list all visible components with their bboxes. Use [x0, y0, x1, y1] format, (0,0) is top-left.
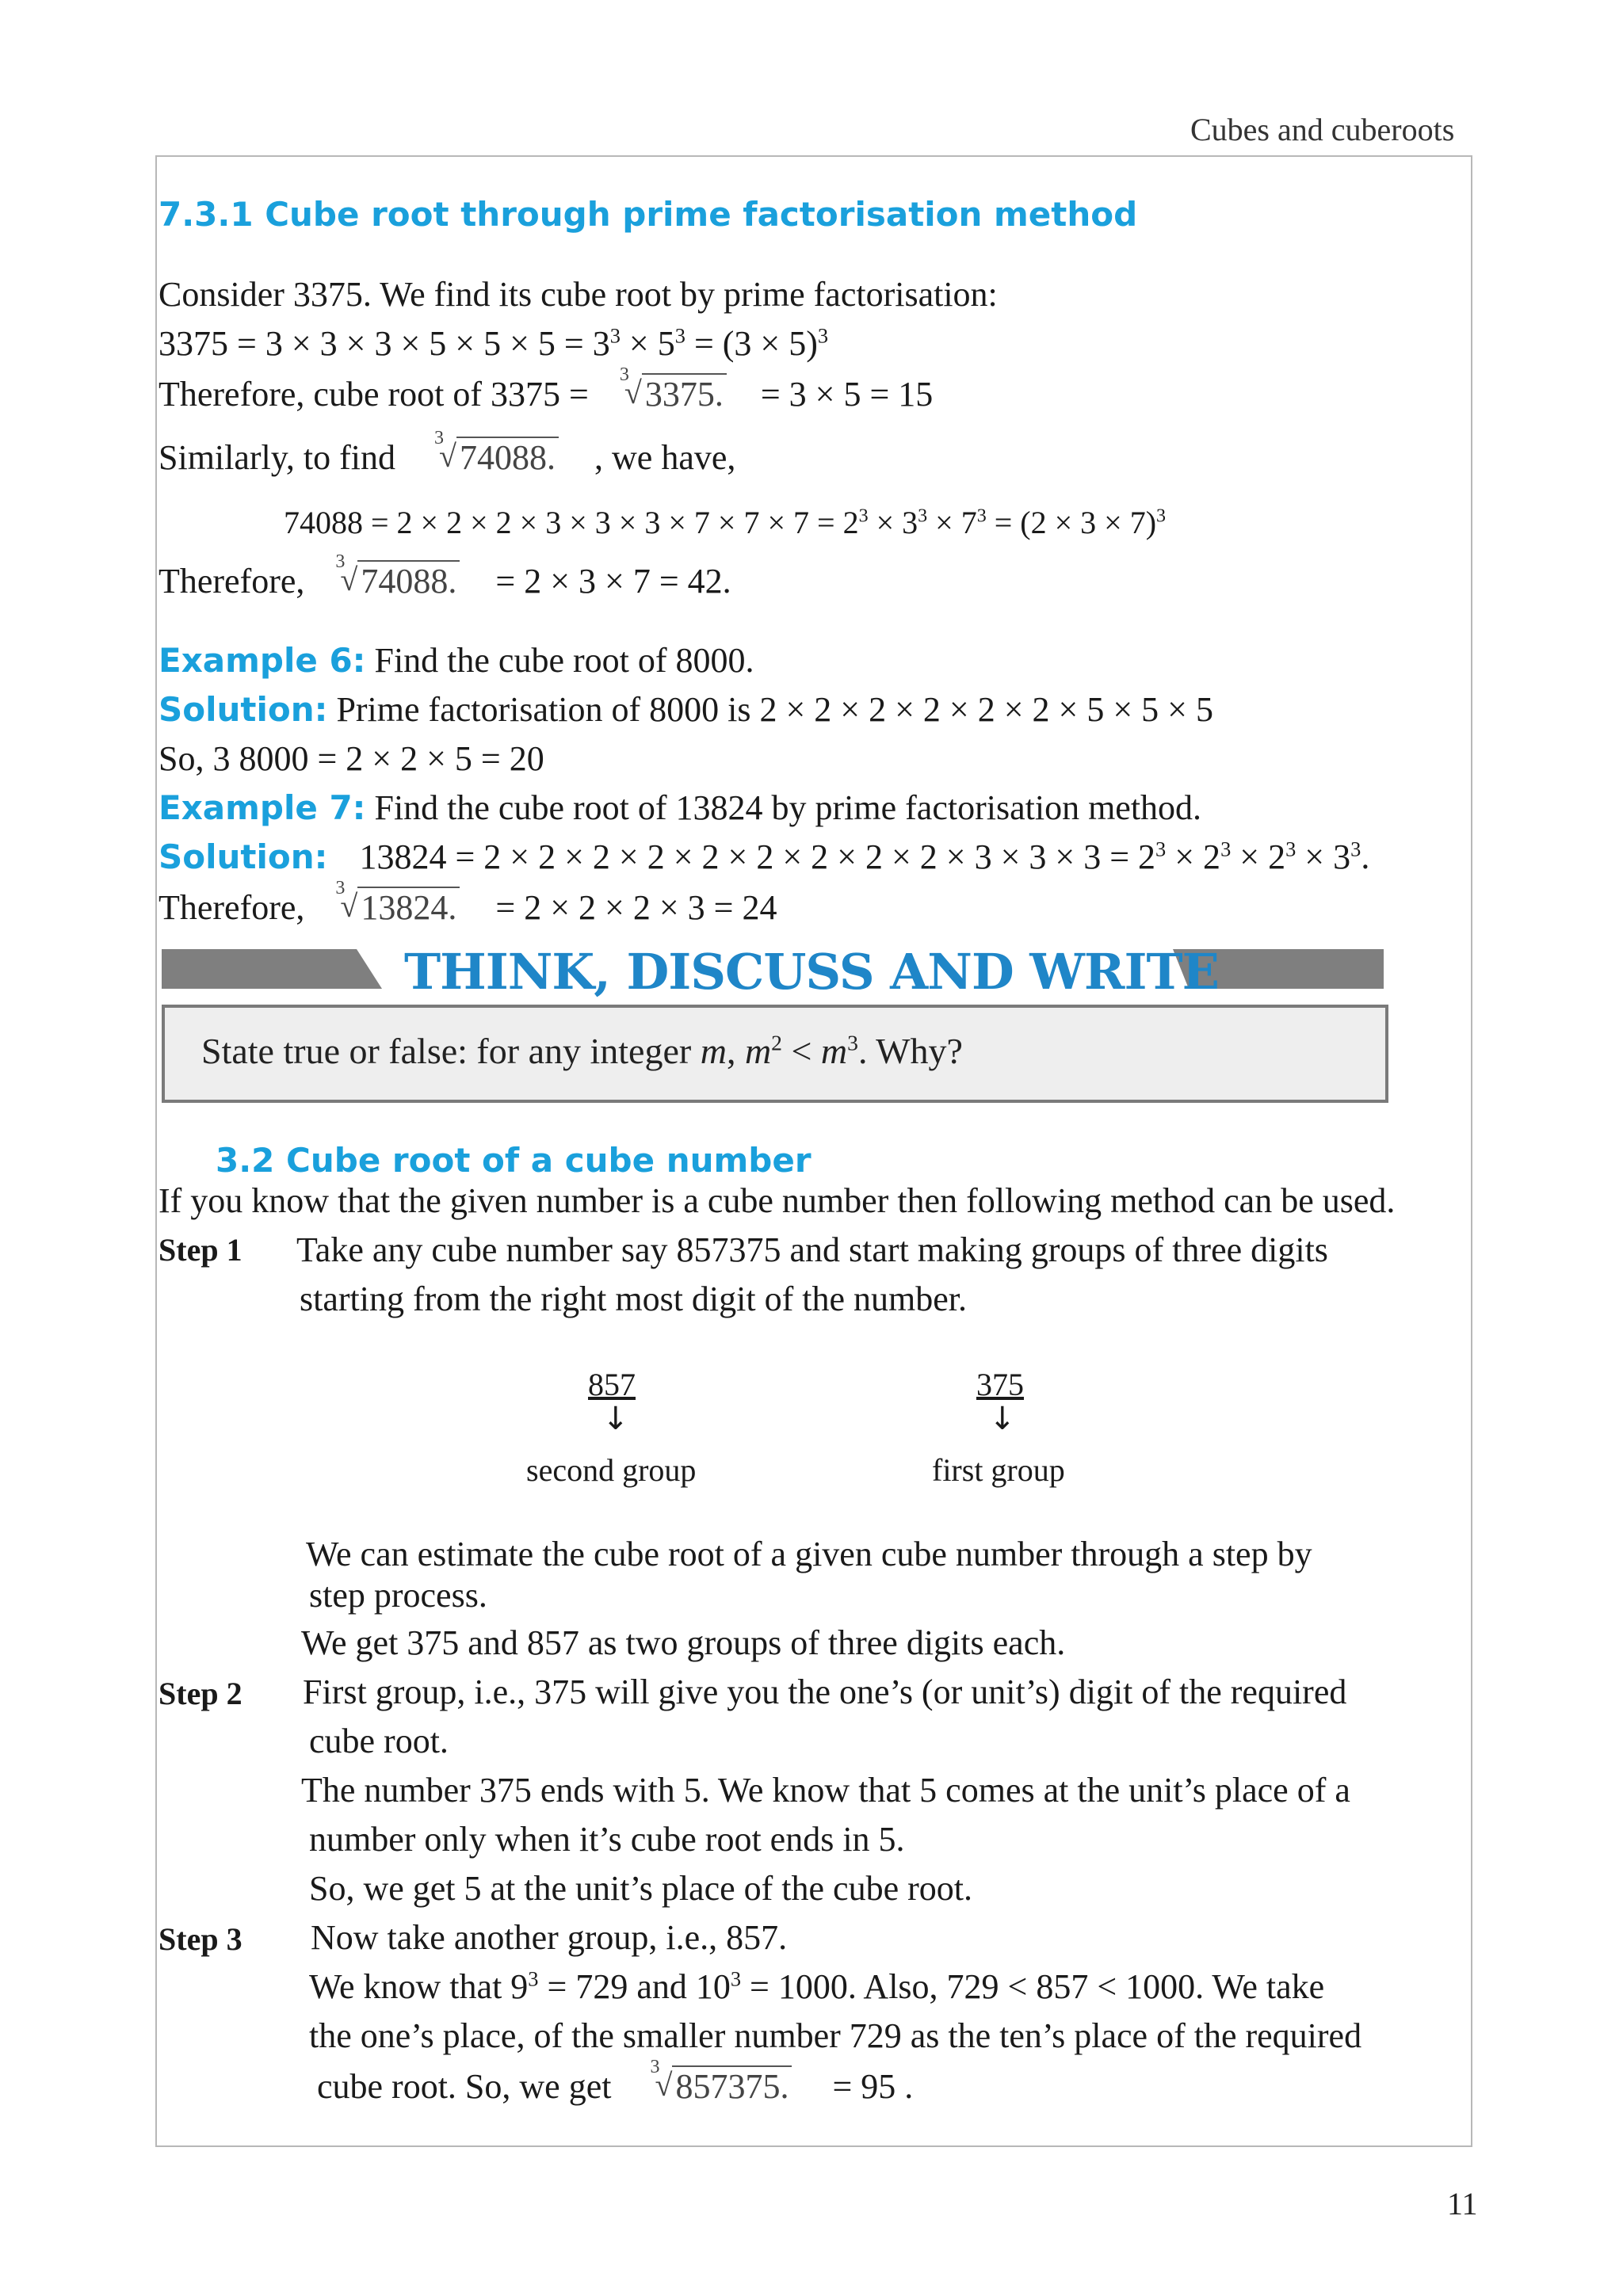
- chapter-header: Cubes and cuberoots: [1190, 112, 1455, 147]
- solution-6-result: So, 3 8000 = 2 × 2 × 5 = 20: [158, 739, 544, 778]
- group-label: second group: [526, 1452, 697, 1488]
- step-label: Step 1: [158, 1232, 242, 1268]
- arrow-down-icon: ↓: [602, 1401, 629, 1437]
- step-label: Step 2: [158, 1676, 242, 1711]
- therefore-line-3375: Therefore, cube root of 3375 = 3 √ 3375. = 3 × 5 = 15: [158, 364, 934, 414]
- text-line: cube root.: [309, 1722, 449, 1760]
- cube-root-expression: 3 √ 13824.: [334, 887, 460, 928]
- group-label: first group: [932, 1452, 1065, 1488]
- text-line: Consider 3375. We find its cube root by prime factorisation:: [158, 275, 998, 314]
- section-heading: 3.2 Cube root of a cube number: [216, 1141, 812, 1180]
- text-line: Take any cube number say 857375 and start making groups of three digits: [296, 1230, 1328, 1269]
- example-7: Example 7: Find the cube root of 13824 by prime factorisation method.: [158, 788, 1202, 827]
- solution-label: Solution:: [158, 837, 328, 876]
- text-line: The number 375 ends with 5. We know that 5 comes at the unit’s place of a: [301, 1771, 1350, 1810]
- think-box: [162, 1005, 1388, 1103]
- cube-root-expression: 3 √ 857375.: [648, 2066, 792, 2107]
- cube-root-expression: 3 √ 74088.: [334, 561, 460, 601]
- text-line: We know that $9^3 = 729$ and $10^3 = 1000$. Also, 729 < 857 < 1000. We take: [309, 1966, 1325, 2006]
- cube-root-expression: 3 √ 3375.: [618, 374, 727, 414]
- arrow-down-icon: ↓: [989, 1401, 1016, 1437]
- text-line: the one’s place, of the smaller number 729 as the ten’s place of the required: [309, 2016, 1362, 2055]
- text-line: starting from the right most digit of the number.: [300, 1280, 967, 1318]
- cube-root-expression: 3 √ 74088.: [433, 437, 559, 478]
- equation-74088: $74088 = 2 \times 2 \times 2 \times 3 \times 3 \times 3 \times 7 \times 7 \times 7 = 2^3 \times 3^3 \times 7^3 = (2 \times 3 \times 7)^3$: [284, 505, 1167, 540]
- solution-7: Solution: $13824 = 2 \times 2 \times 2 \times 2 \times 2 \times 2 \times 2 \times 2 \times 2 \times 3 \times 3 \times 3 = 2^3 \times 2^3 \times 2^3 \times 3^3$.: [158, 837, 1370, 876]
- text-line: So, we get 5 at the unit’s place of the cube root.: [309, 1869, 972, 1908]
- similarly-line: Similarly, to find 3 √ 74088. , we have,: [158, 428, 736, 477]
- text-line: We can estimate the cube root of a given cube number through a step by: [306, 1535, 1312, 1573]
- group-number: 375: [976, 1367, 1024, 1402]
- step-label: Step 3: [158, 1921, 242, 1957]
- page-number: 11: [1447, 2186, 1478, 2222]
- example-label: Example 6:: [158, 641, 366, 680]
- intro-line: If you know that the given number is a cube number then following method can be used.: [158, 1181, 1396, 1220]
- example-label: Example 7:: [158, 788, 366, 827]
- text-line: Now take another group, i.e., 857.: [311, 1918, 788, 1957]
- solution-7-result: Therefore, 3 √ 13824. = 2 × 2 × 2 × 3 = 24: [158, 878, 777, 927]
- solution-label: Solution:: [158, 690, 328, 729]
- section-heading: 7.3.1 Cube root through prime factorisation method: [158, 195, 1138, 234]
- think-box-prompt: State true or false: for any integer m, $m^2 < m^3$. Why?: [201, 1030, 963, 1071]
- solution-6: Solution: Prime factorisation of 8000 is 2 × 2 × 2 × 2 × 2 × 2 × 5 × 5 × 5: [158, 690, 1213, 729]
- therefore-line-74088: Therefore, 3 √ 74088. = 2 × 3 × 7 = 42.: [158, 551, 731, 601]
- text-line: We get 375 and 857 as two groups of three digits each.: [301, 1623, 1066, 1662]
- text-line: First group, i.e., 375 will give you the one’s (or unit’s) digit of the required: [303, 1672, 1347, 1711]
- text-line: step process.: [309, 1576, 487, 1615]
- result-line: cube root. So, we get 3 √ 857375. = 95 .: [317, 2057, 914, 2106]
- text-line: number only when it’s cube root ends in 5.: [309, 1820, 905, 1859]
- think-box-title: THINK, DISCUSS AND WRITE: [404, 943, 1219, 1001]
- example-6: Example 6: Find the cube root of 8000.: [158, 641, 754, 680]
- group-number: 857: [588, 1367, 636, 1402]
- equation-3375: $3375 = 3 \times 3 \times 3 \times 5 \times 5 \times 5 = 3^3 \times 5^3 = (3 \times 5)^3$: [158, 323, 829, 363]
